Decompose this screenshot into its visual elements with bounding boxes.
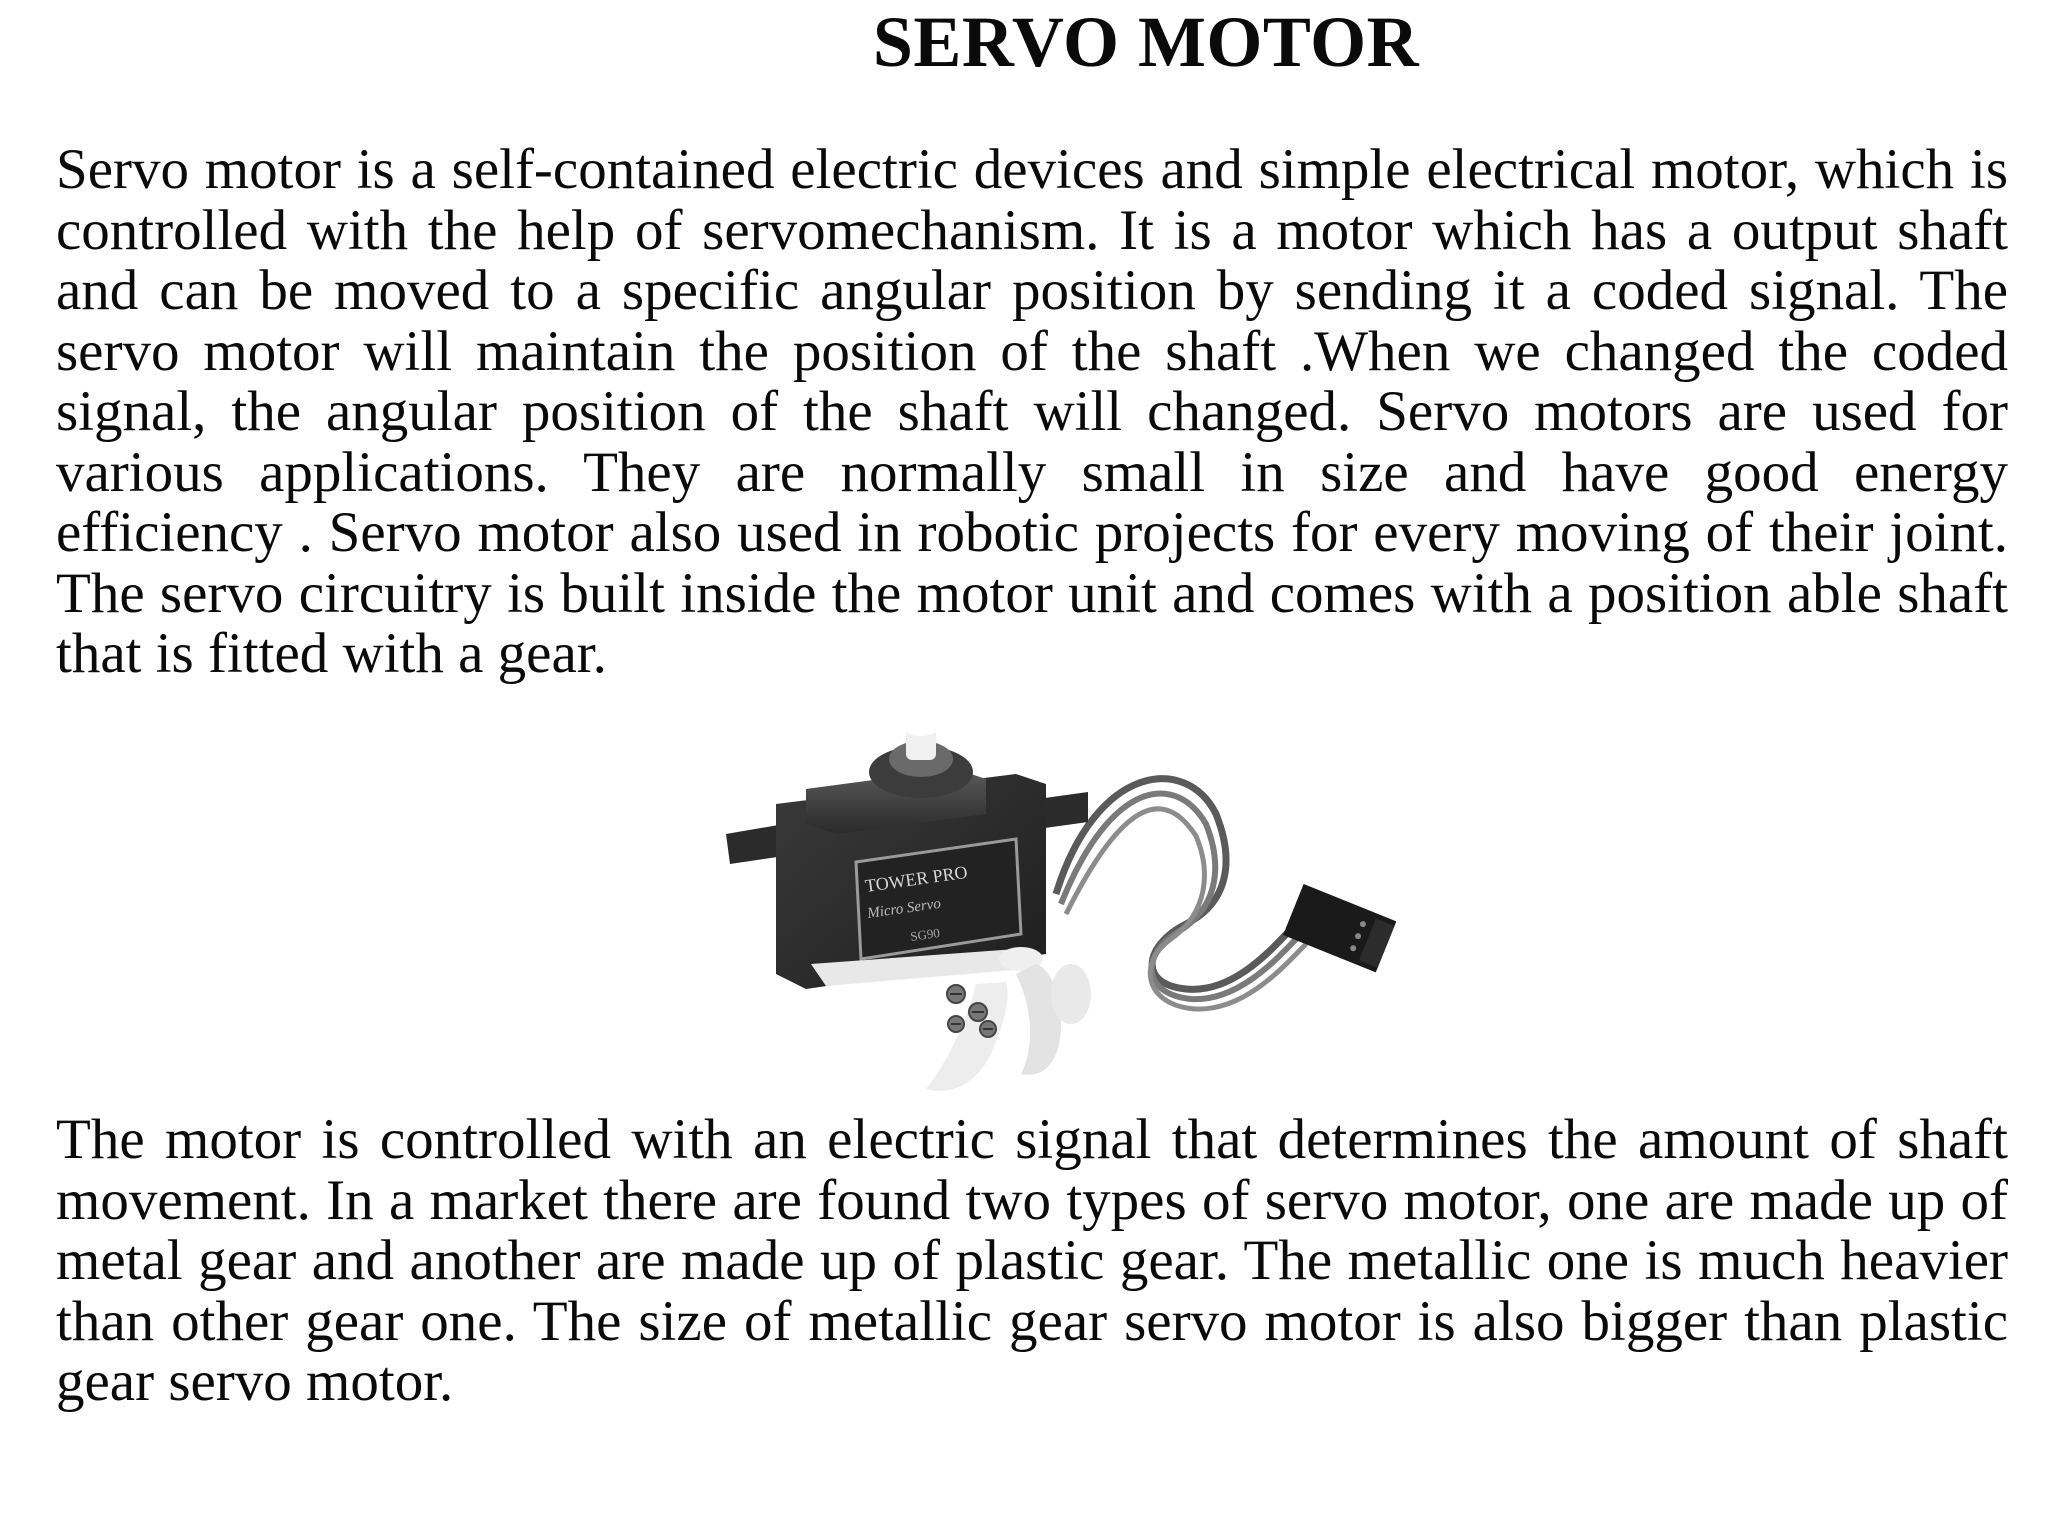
servo-motor-photo (716, 724, 1488, 1104)
intro-paragraph: Servo motor is a self-contained electric devices and simple electrical motor, which is controlled with the help of servomechanism. It is a motor which has a output shaft and can be moved to a specific angular position by sending it a coded signal. The servo motor will maintain the position of the shaft .When we changed the coded signal, the angular position of the shaft will changed. Servo motors are used for various applications. They are normally small in size and have good energy efficiency . Servo motor also used in robotic projects for every moving of their joint. The servo circuitry is built inside the motor unit and comes with a position able shaft that is fitted with a gear. (56, 138, 2008, 685)
label-line2: Micro Servo (866, 895, 942, 922)
label-brand: TOWER PRO (863, 861, 969, 896)
page-title: SERVO MOTOR (872, 2, 1420, 82)
label-model: SG90 (909, 924, 941, 944)
types-paragraph: The motor is controlled with an electric signal that determines the amount of shaft movement. In a market there are found two types of servo motor, one are made up of metal gear and another are made up of plastic gear. The metallic one is much heavier than other gear one. The size of metallic gear servo motor is also bigger than plastic gear servo motor. (56, 1108, 2008, 1413)
